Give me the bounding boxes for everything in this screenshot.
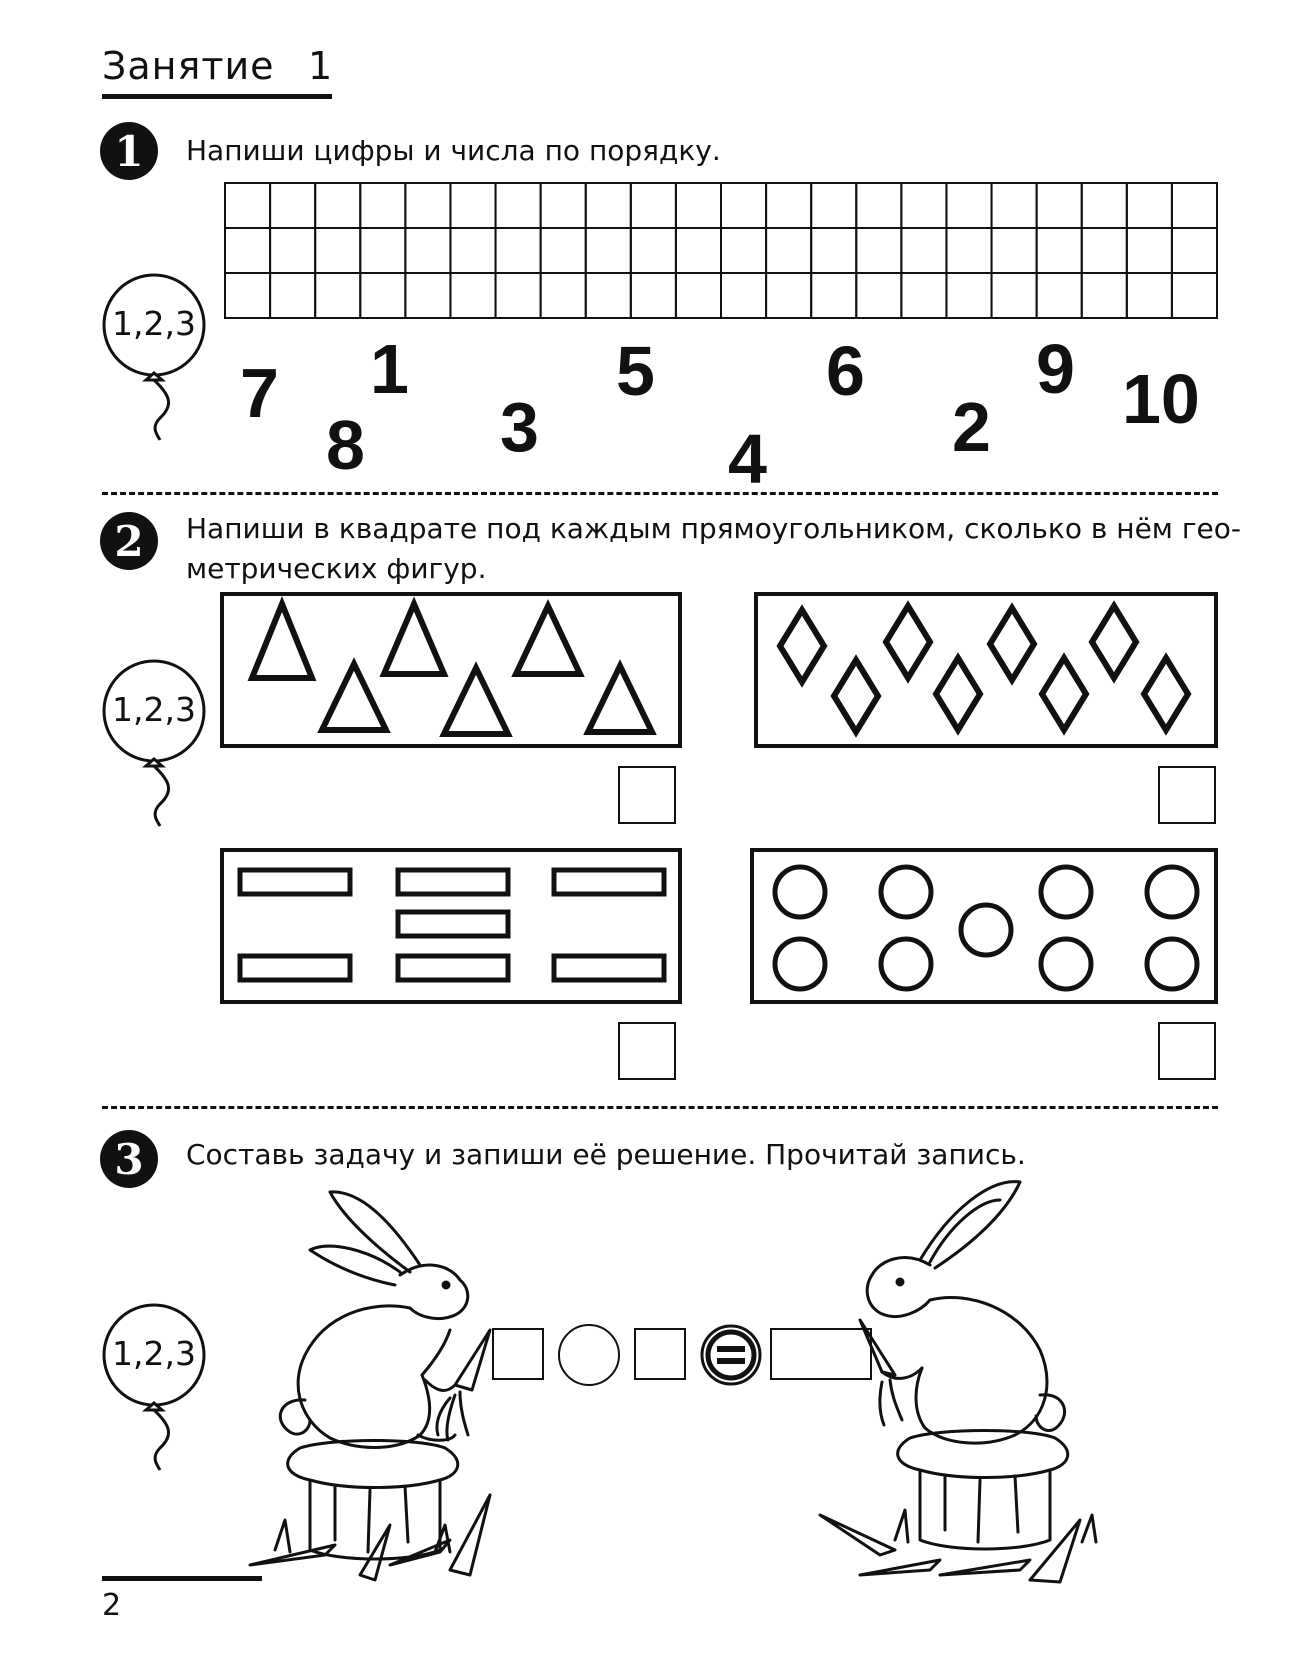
- rectangle-shape: [554, 870, 664, 894]
- triangles-frame: [220, 592, 682, 748]
- circle-shape: [1147, 939, 1197, 989]
- circle-shape: [775, 939, 825, 989]
- equals-icon: [700, 1324, 762, 1386]
- scattered-number: 10: [1122, 360, 1200, 438]
- grid-cell[interactable]: [721, 273, 766, 318]
- balloon-icon: [100, 1300, 208, 1470]
- grid-cell[interactable]: [541, 228, 586, 273]
- rabbit-right-illustration: [820, 1170, 1120, 1580]
- grid-cell[interactable]: [496, 273, 541, 318]
- rectangle-shape: [398, 870, 508, 894]
- grid-cell[interactable]: [992, 273, 1037, 318]
- task-2-text-line1: Напиши в квадрате под каждым прямоугольником, сколько в нём гео-: [186, 512, 1241, 545]
- lesson-title: Занятие: [102, 44, 275, 88]
- rectangles-group: [224, 852, 678, 1000]
- lesson-number: 1: [308, 44, 333, 88]
- grid-cell[interactable]: [946, 273, 991, 318]
- grid-cell[interactable]: [586, 273, 631, 318]
- grid-cell[interactable]: [721, 228, 766, 273]
- grid-cell[interactable]: [270, 273, 315, 318]
- grid-cell[interactable]: [631, 183, 676, 228]
- scattered-number: 2: [952, 388, 991, 466]
- grid-cell[interactable]: [270, 183, 315, 228]
- scattered-number: 9: [1036, 330, 1075, 408]
- grid-cell[interactable]: [631, 273, 676, 318]
- grid-cell[interactable]: [541, 183, 586, 228]
- grid-cell[interactable]: [676, 228, 721, 273]
- scattered-number: 3: [500, 388, 539, 466]
- circle-shape: [881, 939, 931, 989]
- grid-cell[interactable]: [541, 273, 586, 318]
- grid-cell[interactable]: [766, 273, 811, 318]
- balloon-label: 1,2,3: [112, 304, 196, 343]
- rhombus-shape: [834, 660, 878, 732]
- grid-cell[interactable]: [1172, 228, 1217, 273]
- section-divider: [102, 1106, 1218, 1109]
- grid-cell[interactable]: [360, 183, 405, 228]
- grid-cell[interactable]: [811, 183, 856, 228]
- task-1-badge: 1: [100, 122, 158, 180]
- grid-cell[interactable]: [1127, 183, 1172, 228]
- triangle-shape: [322, 664, 386, 730]
- rhombuses-frame: [754, 592, 1218, 748]
- grid-cell[interactable]: [856, 273, 901, 318]
- grid-cell[interactable]: [901, 183, 946, 228]
- rhombus-shape: [886, 606, 930, 678]
- grid-cell[interactable]: [1172, 183, 1217, 228]
- grid-cell[interactable]: [856, 183, 901, 228]
- grid-cell[interactable]: [450, 273, 495, 318]
- balloon-label: 1,2,3: [112, 1334, 196, 1373]
- grid-cell[interactable]: [856, 228, 901, 273]
- grid-cell[interactable]: [766, 183, 811, 228]
- task-3-text: Составь задачу и запиши её решение. Прочитай запись.: [186, 1138, 1026, 1171]
- grid-cell[interactable]: [946, 228, 991, 273]
- footer-rule: [102, 1576, 262, 1581]
- task-2-text-line2: метрических фигур.: [186, 552, 487, 585]
- grid-cell[interactable]: [315, 228, 360, 273]
- grid-cell[interactable]: [992, 228, 1037, 273]
- rectangle-shape: [554, 956, 664, 980]
- grid-cell[interactable]: [405, 183, 450, 228]
- answer-box-circles[interactable]: [1158, 1022, 1216, 1080]
- triangle-shape: [516, 606, 580, 674]
- rhombus-shape: [990, 608, 1034, 680]
- circles-group: [754, 852, 1214, 1000]
- grid-cell[interactable]: [225, 228, 270, 273]
- task-2-badge: 2: [100, 512, 158, 570]
- rhombuses-group: [758, 596, 1214, 744]
- equation-slot-square[interactable]: [634, 1328, 686, 1380]
- circle-shape: [1147, 867, 1197, 917]
- circle-shape: [881, 867, 931, 917]
- grid-cell[interactable]: [360, 273, 405, 318]
- scattered-number: 6: [826, 332, 865, 410]
- triangle-shape: [444, 668, 508, 734]
- scattered-number: 5: [616, 332, 655, 410]
- grid-cell[interactable]: [901, 273, 946, 318]
- rhombus-shape: [1092, 606, 1136, 678]
- rectangle-shape: [398, 912, 508, 936]
- grid-cell[interactable]: [631, 228, 676, 273]
- equation-slot-square[interactable]: [492, 1328, 544, 1380]
- triangles-group: [224, 596, 678, 744]
- grid-cell[interactable]: [225, 183, 270, 228]
- circle-shape: [961, 905, 1011, 955]
- grid-cell[interactable]: [496, 183, 541, 228]
- grid-cell[interactable]: [315, 273, 360, 318]
- grid-cell[interactable]: [721, 183, 766, 228]
- rectangle-shape: [398, 956, 508, 980]
- scattered-number: 8: [326, 406, 365, 484]
- grid-cell[interactable]: [450, 228, 495, 273]
- grid-cell[interactable]: [1037, 228, 1082, 273]
- grid-cell[interactable]: [676, 183, 721, 228]
- page-number: 2: [102, 1588, 122, 1623]
- balloon-icon: [100, 270, 208, 440]
- grid-cell[interactable]: [946, 183, 991, 228]
- rhombus-shape: [936, 658, 980, 730]
- answer-box-triangles[interactable]: [618, 766, 676, 824]
- circle-shape: [1041, 867, 1091, 917]
- grid-cell[interactable]: [1037, 273, 1082, 318]
- equation-slot-circle[interactable]: [558, 1324, 620, 1386]
- grid-cell[interactable]: [1082, 228, 1127, 273]
- rhombus-shape: [1144, 658, 1188, 730]
- grid-cell[interactable]: [405, 273, 450, 318]
- writing-grid[interactable]: [224, 182, 1218, 319]
- grid-cell[interactable]: [766, 228, 811, 273]
- grid-cell[interactable]: [1172, 273, 1217, 318]
- grid-cell[interactable]: [1037, 183, 1082, 228]
- grid-cell[interactable]: [676, 273, 721, 318]
- grid-cell[interactable]: [586, 228, 631, 273]
- rhombus-shape: [1042, 658, 1086, 730]
- grid-cell[interactable]: [1082, 183, 1127, 228]
- circle-shape: [775, 867, 825, 917]
- rectangles-frame: [220, 848, 682, 1004]
- rabbit-left-illustration: [250, 1180, 550, 1580]
- grid-cell[interactable]: [496, 228, 541, 273]
- balloon-label: 1,2,3: [112, 690, 196, 729]
- circle-shape: [1041, 939, 1091, 989]
- circles-frame: [750, 848, 1218, 1004]
- grid-cell[interactable]: [315, 183, 360, 228]
- scattered-number: 7: [240, 354, 279, 432]
- answer-box-rhombuses[interactable]: [1158, 766, 1216, 824]
- task-3-badge: 3: [100, 1130, 158, 1188]
- title-underline: [102, 94, 332, 99]
- grid-cell[interactable]: [405, 228, 450, 273]
- triangle-shape: [384, 604, 444, 674]
- rhombus-shape: [780, 610, 824, 682]
- triangle-shape: [252, 604, 312, 678]
- scattered-number: 1: [370, 330, 409, 408]
- grid-cell[interactable]: [225, 273, 270, 318]
- answer-box-rectangles[interactable]: [618, 1022, 676, 1080]
- triangle-shape: [588, 666, 652, 732]
- grid-cell[interactable]: [1082, 273, 1127, 318]
- rectangle-shape: [240, 870, 350, 894]
- scattered-number: 4: [728, 420, 767, 498]
- section-divider: [102, 492, 1218, 495]
- grid-cell[interactable]: [811, 273, 856, 318]
- balloon-icon: [100, 656, 208, 826]
- grid-cell[interactable]: [270, 228, 315, 273]
- grid-cell[interactable]: [450, 183, 495, 228]
- grid-cell[interactable]: [901, 228, 946, 273]
- grid-cell[interactable]: [992, 183, 1037, 228]
- grid-cell[interactable]: [586, 183, 631, 228]
- grid-cell[interactable]: [811, 228, 856, 273]
- task-1-text: Напиши цифры и числа по порядку.: [186, 134, 721, 167]
- rectangle-shape: [240, 956, 350, 980]
- grid-cell[interactable]: [1127, 228, 1172, 273]
- grid-cell[interactable]: [1127, 273, 1172, 318]
- grid-cell[interactable]: [360, 228, 405, 273]
